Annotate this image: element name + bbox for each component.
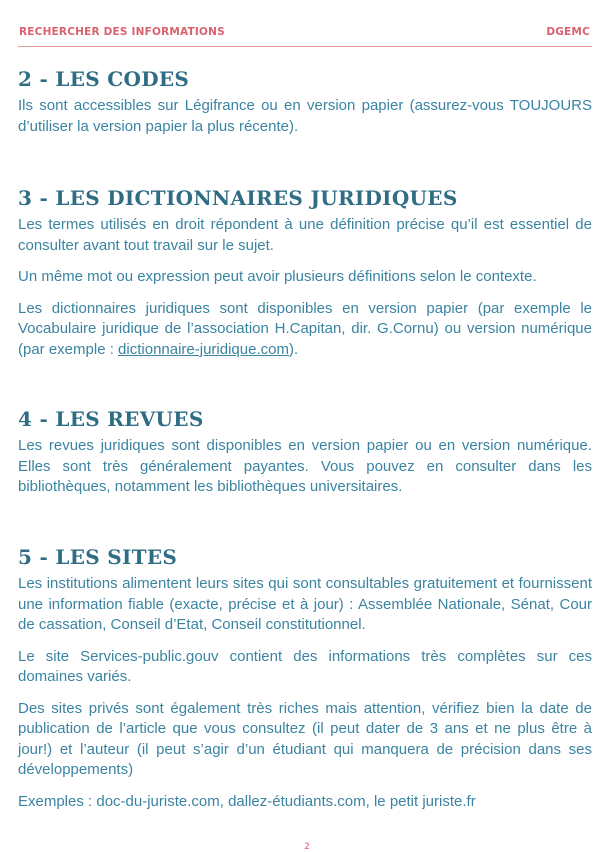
header-title: RECHERCHER DES INFORMATIONS — [19, 26, 225, 38]
dictionnaire-juridique-link[interactable]: dictionnaire-juridique.com — [118, 340, 289, 358]
paragraph-text: ). — [288, 340, 299, 358]
section-title: 5 - LES SITES — [18, 545, 178, 569]
paragraph: Des sites privés sont également très riches mais attention, vérifiez bien la date de publication de l’article que vous consultez (il peut dater de 3 ans et ne plus être à jour!) et l’auteur (il peut s’agir d’un étudiant qui manquera de précision dans ses développements) — [18, 699, 592, 778]
paragraph: Le site Services-public.gouv contient des informations très complètes sur ces domaines variés. — [18, 647, 592, 685]
examples-paragraph: Exemples : doc-du-juriste.com, dallez-étudiants.com, le petit juriste.fr — [18, 792, 476, 810]
section-title: 4 - LES REVUES — [18, 407, 204, 431]
section-codes — [18, 67, 592, 137]
section-title: 3 - LES DICTIONNAIRES JURIDIQUES — [18, 186, 458, 210]
section-title: 2 - LES CODES — [18, 67, 190, 91]
paragraph: Les institutions alimentent leurs sites qui sont consultables gratuitement et fournissent une information fiable (exacte, précise et à jour) : Assemblée Nationale, Sénat, Cour de cassation, Conseil d’Etat, Conseil constitutionnel. — [18, 575, 592, 633]
paragraph — [18, 299, 592, 361]
paragraph: Ils sont accessibles sur Légifrance ou en version papier (assurez-vous TOUJOURS d’utiliser la version papier la plus récente). — [18, 97, 592, 135]
section-revues — [18, 407, 592, 498]
section-sites — [18, 545, 592, 812]
page-header — [18, 26, 592, 47]
page-number: 2 — [304, 842, 310, 852]
paragraph: Les termes utilisés en droit répondent à une définition précise qu’il est essentiel de consulter avant tout travail sur le sujet. — [18, 216, 592, 254]
paragraph-text: Les dictionnaires juridiques sont disponibles en version papier (par exemple le Vocabulaire juridique de l’association H.Capitan, dir. G.Cornu) ou version numérique (par exemple : — [18, 299, 592, 358]
section-dictionnaires — [18, 186, 592, 360]
paragraph: Les revues juridiques sont disponibles en version papier ou en version numérique. Elles sont très généralement payantes. Vous pouvez en consulter dans les bibliothèques, notamment les bibliothèques universitaires. — [18, 437, 592, 495]
header-subject: DGEMC — [546, 26, 590, 38]
paragraph: Un même mot ou expression peut avoir plusieurs définitions selon le contexte. — [18, 268, 537, 285]
